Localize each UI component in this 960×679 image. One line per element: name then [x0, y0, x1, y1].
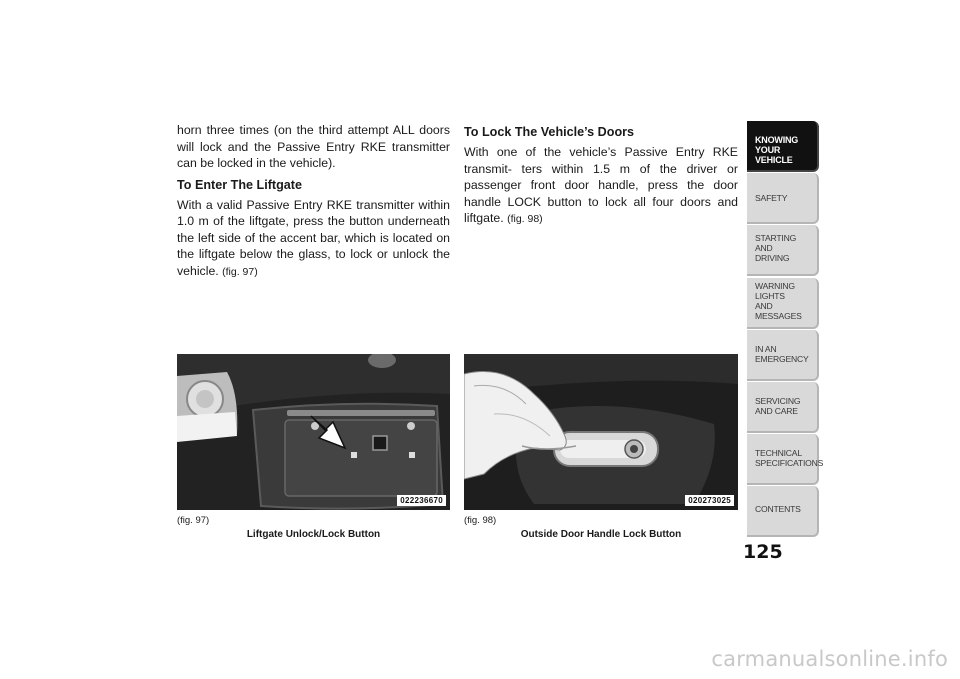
tab-label-line: EMERGENCY: [755, 353, 809, 364]
left-column: [177, 122, 450, 285]
section-tabs: [747, 121, 824, 539]
heading-lock-doors: To Lock The Vehicle’s Doors: [464, 125, 635, 139]
figure-liftgate-image: [177, 354, 450, 510]
tab-label-line: KNOWING: [755, 135, 799, 145]
tab-label-line: AND CARE: [755, 405, 798, 416]
tab-label-line: AND: [755, 300, 773, 311]
tab-technical-specifications[interactable]: [747, 434, 824, 485]
tab-label-line: SERVICING: [755, 395, 801, 406]
tab-servicing-and-care[interactable]: [747, 382, 819, 433]
fig-97-reference[interactable]: (fig. 97): [222, 265, 258, 278]
right-column: [464, 122, 738, 233]
tab-warning-lights-and-messages[interactable]: [747, 278, 819, 329]
paragraph-lock-doors: [464, 144, 738, 228]
tab-label-line: SAFETY: [755, 193, 788, 204]
heading-enter-liftgate: To Enter The Liftgate: [177, 177, 303, 192]
paragraph-liftgate: [177, 197, 450, 281]
page-number: 125: [743, 541, 783, 563]
fig-98-caption: Outside Door Handle Lock Button: [520, 529, 682, 540]
door-handle-illustration: [464, 354, 738, 510]
figure-code: 020273025: [685, 495, 734, 506]
fig-98-reference[interactable]: (fig. 98): [507, 213, 543, 225]
watermark-text: carmanualsonline.info: [711, 647, 948, 671]
fig-98-label: (fig. 98): [464, 515, 497, 526]
figure-code: 022236670: [397, 495, 446, 506]
tab-label-line: MESSAGES: [755, 310, 802, 321]
paragraph-lock-doors-text: With one of the vehicle’s Passive Entry RKE transmit- ters within 1.5 m of the driver or passenger front door handle, press the door handle LOCK button to lock all four doors and liftgate.: [464, 145, 738, 225]
tab-label-line: STARTING: [755, 233, 797, 244]
tab-starting-and-driving[interactable]: [747, 225, 819, 276]
tab-label-line: VEHICLE: [755, 155, 793, 165]
tab-label-line: WARNING: [755, 280, 795, 291]
tab-label-line: SPECIFICATIONS: [755, 458, 824, 469]
tab-safety[interactable]: [747, 173, 819, 224]
tab-label-line: DRIVING: [755, 253, 790, 264]
tab-label-line: LIGHTS: [755, 290, 785, 301]
tab-label-line: IN AN: [755, 343, 777, 354]
fig-97-label: (fig. 97): [177, 515, 210, 526]
tab-knowing-your-vehicle[interactable]: [747, 121, 819, 172]
paragraph-continuation: horn three times (on the third attempt ALL doors will lock and the Passive Entry RKE transmitter can be locked in the vehicle).: [177, 123, 450, 170]
tab-label-line: AND: [755, 243, 773, 254]
liftgate-illustration: [177, 354, 450, 510]
tab-label-line: CONTENTS: [755, 504, 801, 515]
fig-97-caption: Liftgate Unlock/Lock Button: [246, 529, 381, 540]
tab-label-line: TECHNICAL: [755, 448, 802, 459]
figure-door-handle-image: [464, 354, 738, 510]
paragraph-liftgate-text: With a valid Passive Entry RKE transmitter within 1.0 m of the liftgate, press the button underneath the left side of the accent bar, which is located on the liftgate below the glass, to lock or unlock the vehicle.: [177, 197, 450, 278]
tab-label-line: YOUR: [755, 145, 781, 155]
tab-contents[interactable]: [747, 486, 819, 537]
tab-in-an-emergency[interactable]: [747, 330, 819, 381]
